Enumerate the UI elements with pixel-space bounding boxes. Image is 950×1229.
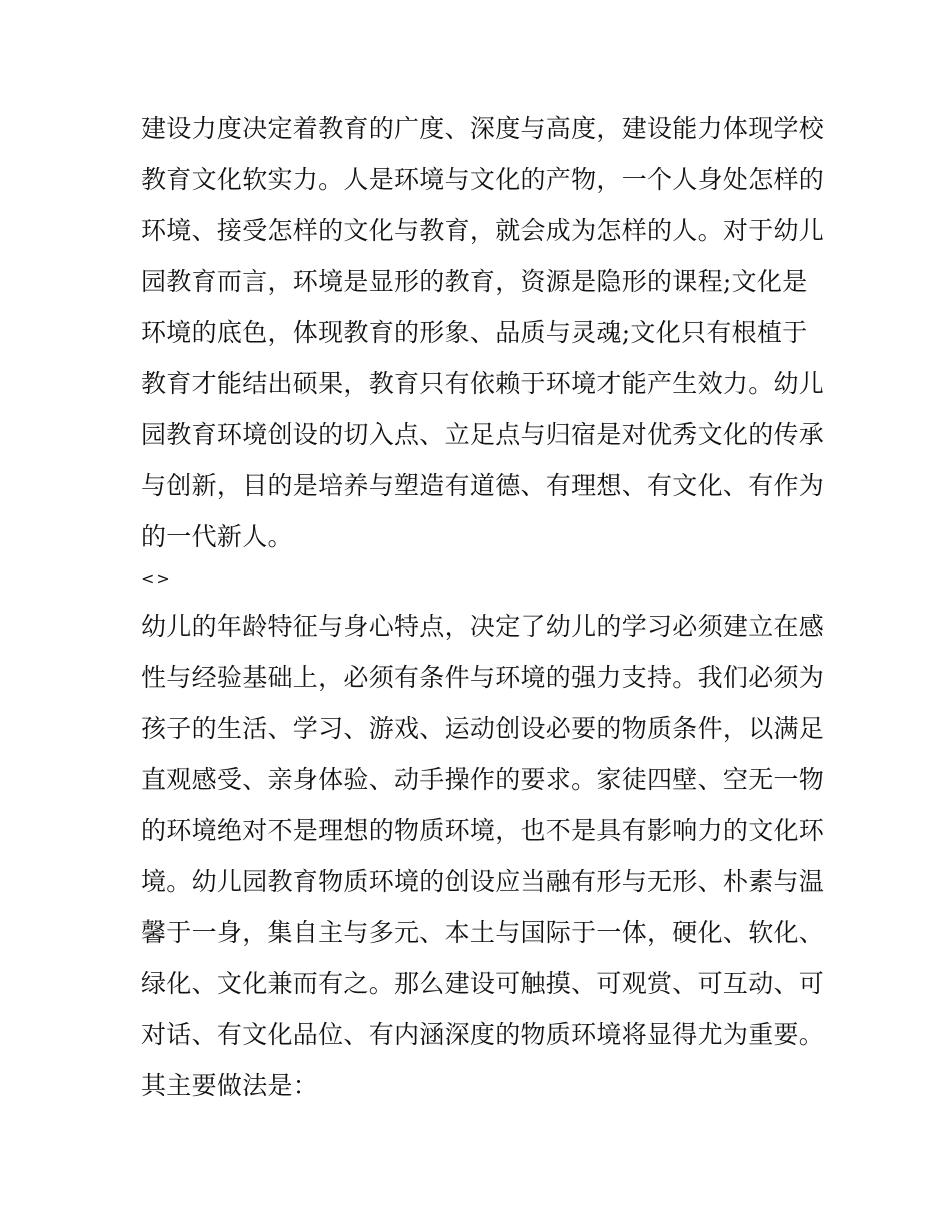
paragraph-2-line: 馨于一身，集自主与多元、本土与国际于一体，硬化、软化、 <box>141 918 825 947</box>
paragraph-1 <box>141 103 825 562</box>
paragraph-1-line: 园教育而言，环境是显形的教育，资源是隐形的课程;文化是 <box>141 267 808 296</box>
paragraph-2-line: 性与经验基础上，必须有条件与环境的强力支持。我们必须为 <box>141 663 825 692</box>
paragraph-1-line: 与创新，目的是培养与塑造有道德、有理想、有文化、有作为 <box>141 471 825 500</box>
paragraph-2-line: 幼儿的年龄特征与身心特点，决定了幼儿的学习必须建立在感 <box>141 612 825 641</box>
paragraph-2 <box>141 601 825 1111</box>
paragraph-1-line: 的一代新人。 <box>141 522 293 551</box>
paragraph-2-line: 绿化、文化兼而有之。那么建设可触摸、可观赏、可互动、可 <box>141 969 825 998</box>
paragraph-1-line: 建设力度决定着教育的广度、深度与高度，建设能力体现学校 <box>141 114 825 143</box>
paragraph-2-line: 其主要做法是： <box>141 1071 319 1100</box>
paragraph-1-line: 环境的底色，体现教育的形象、品质与灵魂;文化只有根植于 <box>141 318 808 347</box>
paragraph-1-line: 教育才能结出硕果，教育只有依赖于环境才能产生效力。幼儿 <box>141 369 825 398</box>
paragraph-2-line: 境。幼儿园教育物质环境的创设应当融有形与无形、朴素与温 <box>141 867 825 896</box>
paragraph-2-line: 对话、有文化品位、有内涵深度的物质环境将显得尤为重要。 <box>141 1020 825 1049</box>
paragraph-2-line: 的环境绝对不是理想的物质环境，也不是具有影响力的文化环 <box>141 816 825 845</box>
section-separator: <> <box>141 569 172 588</box>
paragraph-1-line: 环境、接受怎样的文化与教育，就会成为怎样的人。对于幼儿 <box>141 216 825 245</box>
paragraph-1-line: 教育文化软实力。人是环境与文化的产物，一个人身处怎样的 <box>141 165 825 194</box>
paragraph-2-line: 孩子的生活、学习、游戏、运动创设必要的物质条件，以满足 <box>141 714 825 743</box>
paragraph-2-line: 直观感受、亲身体验、动手操作的要求。家徒四壁、空无一物 <box>141 765 825 794</box>
paragraph-1-line: 园教育环境创设的切入点、立足点与归宿是对优秀文化的传承 <box>141 420 825 449</box>
